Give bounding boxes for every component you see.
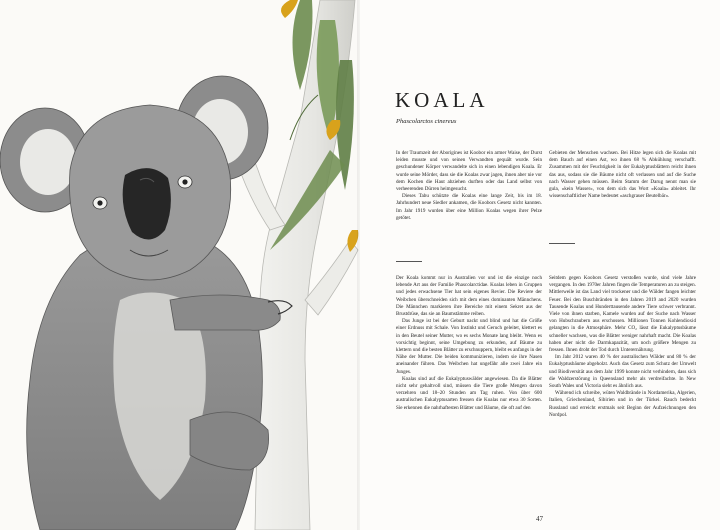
text-column-left-top: [396, 150, 542, 222]
paragraph: Im Jahr 2012 waren 40 % der australischen Wälder und 80 % der Eukalyptusbäume abgeholzt. Auch das Gesetz zum Schutz der Umwelt und Biodiversität aus dem Jahr 1999 konnte nicht verhindern, dass sich die Waldzerstörung in Queensland mehr als verdreifachte. In New South Wales und Victoria sieht es ähnlich aus.: [549, 354, 696, 390]
page-title: KOALA: [395, 88, 489, 112]
section-divider-right: [549, 243, 575, 244]
paragraph: In der Traumzeit der Aborigines ist Koobor ein armer Waise, der Durst leiden musste und von seinen Verwandten gequält wurde. Sein geschundener Körper verwandelte sich in einen lebendigen Koala. Er wurde seine Mörder, dass sie die Koalas zwar jagen, ihnen aber nie vor dem Kochen die Haut abziehen durften oder das Land selbst von verheerenden Dürren heimgesucht.: [396, 150, 542, 193]
page-number: 47: [536, 515, 543, 523]
paragraph: Der Koala kommt nur in Australien vor und ist die einzige noch lebende Art aus der Familie Phascolarctidae. Koalas leben in Gruppen und jedes erwachsene Tier hat sein eigenes Revier. Die Reviere der Weibchen überschneiden sich mit dem eines dominanten Männchens. Die Männchen markieren ihre Bereiche mit einem Sekret aus der Brustdrüse, das sie an Baumstämme reiben.: [396, 275, 542, 318]
paragraph: Seitdem gegen Koobors Gesetz verstoßen wurde, sind viele Jahre vergangen. In den 1970er Jahren fingen die Temperaturen an zu steigen. Mittlerweile ist das Land viel trockener und die Wälder fangen leichter Feuer. Bei den Buschbränden in den Jahren 2019 and 2020 wurden Tausende Koalas und Hunderttausende andere Tiere schwer verbrannt. Viele von ihnen starben, Kamele wurden auf der Suche nach Wasser von Hubschraubern aus erschossen. Millionen Tonnen Kohlendioxid gelangten in die Atmosphäre. Mehr CO₂ lässt die Eukalyptusbäume schneller wachsen, was die Blätter weniger nahrhaft macht. Die Koalas haben aber nicht die Darmkapazität, um noch größere Mengen zu fressen. Ihnen droht der Tod durch Unterernährung.: [549, 275, 696, 354]
paragraph: Gebieten der Menschen wachsen. Bei Hitze legen sich die Koalas mit dem Bauch auf einen Ast, wo ihnen 68 % Abkühlung verschafft. Zusammen mit der Feuchtigkeit in der Eukalyptusblättern reicht ihnen das aus, sodass sie die Bäume nicht oft verlassen und auf die Suche nach Wasser gehen müssen. Beim Stamm der Darug nennt man sie gula, »kein Wasser«, von dem sich das Wort »Koala« ableitet. Ihr wissenschaftlicher Name bedeutet »aschgrauer Beutelbär«.: [549, 150, 696, 200]
paragraph: Während ich schreibe, wüten Waldbrände in Nordamerika, Algerien, Italien, Griechenland, Sibirien und in der Türkei. Rauch bedeckt Russland und erreicht erstmals seit Beginn der Aufzeichnungen den Nordpol.: [549, 390, 696, 418]
koala-arm: [170, 295, 280, 330]
paragraph: Das Junge ist bei der Geburt nackt und blind und hat die Größe einer Erdnuss mit Schale. Von Instinkt und Geruch geleitet, klettert es in den Beutel seiner Mutter, wo es sechs Monate lang bleibt. Wenn es vorsichtig beginnt, seine Umgebung zu erkunden, auf Bäume zu klettern und die besten Blätter zu erschnuppern, bleibt es anfangs in der Nähe der Mutter. Die beiden kommunizieren, indem sie ihre Nasen aneinander führen. Das Weibchen hat ungefähr alle zwei Jahre ein Junges.: [396, 318, 542, 375]
text-column-right-bottom: [549, 275, 696, 419]
text-column-left-bottom: [396, 275, 542, 412]
koala-leg: [190, 412, 269, 470]
text-page: [360, 0, 720, 530]
section-divider-left: [396, 261, 422, 262]
scientific-name: Phascolarctos cinereus: [396, 118, 457, 125]
text-column-right-top: [549, 150, 696, 200]
paragraph: Koalas sind auf die Eukalyptuswälder angewiesen. Da die Blätter nicht sehr gehaltvoll sind, müssen die Tiere große Mengen davon verzehren und 18–20 Stunden am Tag ruhen. Von über 600 australischen Eukalyptusarten fressen die Koalas nur etwa 30 Sorten. Sie erkennen die nahrhaftesten Blätter und Bäume, die oft auf den: [396, 375, 542, 411]
paragraph: Dieses Tabu schützte die Koalas eine lange Zeit, bis im 18. Jahrhundert neue Siedler ankamen, die Koobors Gesetz nicht kannten. Im Jahr 1919 wurden über eine Million Koalas wegen ihrer Pelze getötet.: [396, 193, 542, 221]
